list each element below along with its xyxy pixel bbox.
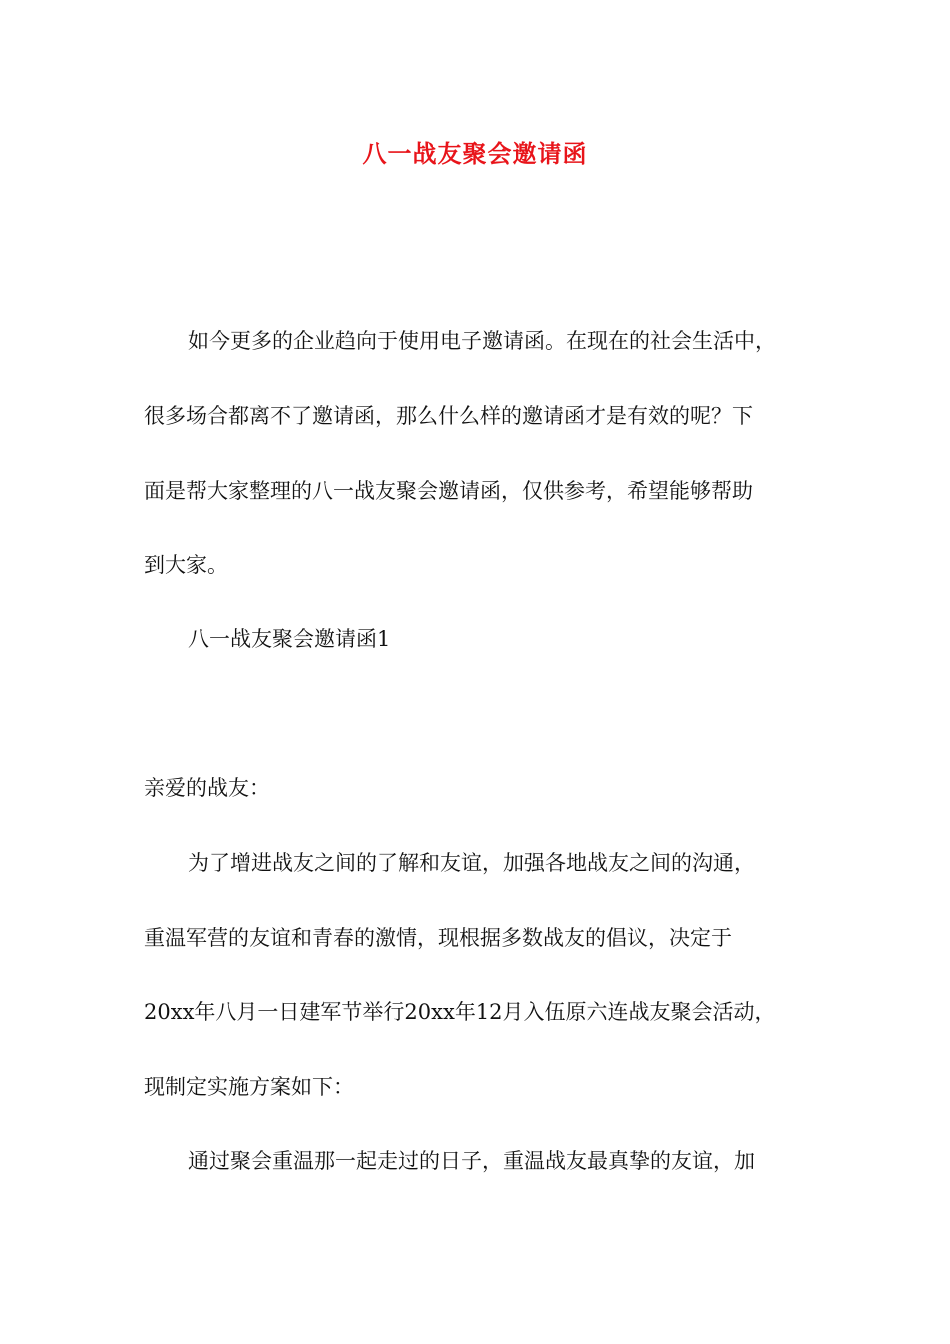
paragraph-line: 到大家。 (144, 553, 228, 577)
document-title: 八一战友聚会邀请函 (362, 139, 588, 168)
paragraph-line: 重温军营的友谊和青春的激情，现根据多数战友的倡议，决定于 (144, 926, 732, 950)
paragraph-line: 通过聚会重温那一起走过的日子，重温战友最真挚的友谊，加 (188, 1149, 755, 1173)
paragraph-line: 如今更多的企业趋向于使用电子邀请函。在现在的社会生活中， (188, 329, 776, 353)
paragraph-line: 为了增进战友之间的了解和友谊，加强各地战友之间的沟通， (188, 851, 755, 875)
paragraph-line: 现制定实施方案如下： (144, 1075, 354, 1099)
paragraph-line: 面是帮大家整理的八一战友聚会邀请函，仅供参考，希望能够帮助 (144, 479, 753, 503)
paragraph-line: 很多场合都离不了邀请函，那么什么样的邀请函才是有效的呢？下 (144, 404, 753, 428)
salutation: 亲爱的战友： (144, 776, 270, 800)
paragraph-line: 20xx年八月一日建军节举行20xx年12月入伍原六连战友聚会活动， (144, 1000, 776, 1024)
section-heading: 八一战友聚会邀请函1 (188, 627, 391, 651)
